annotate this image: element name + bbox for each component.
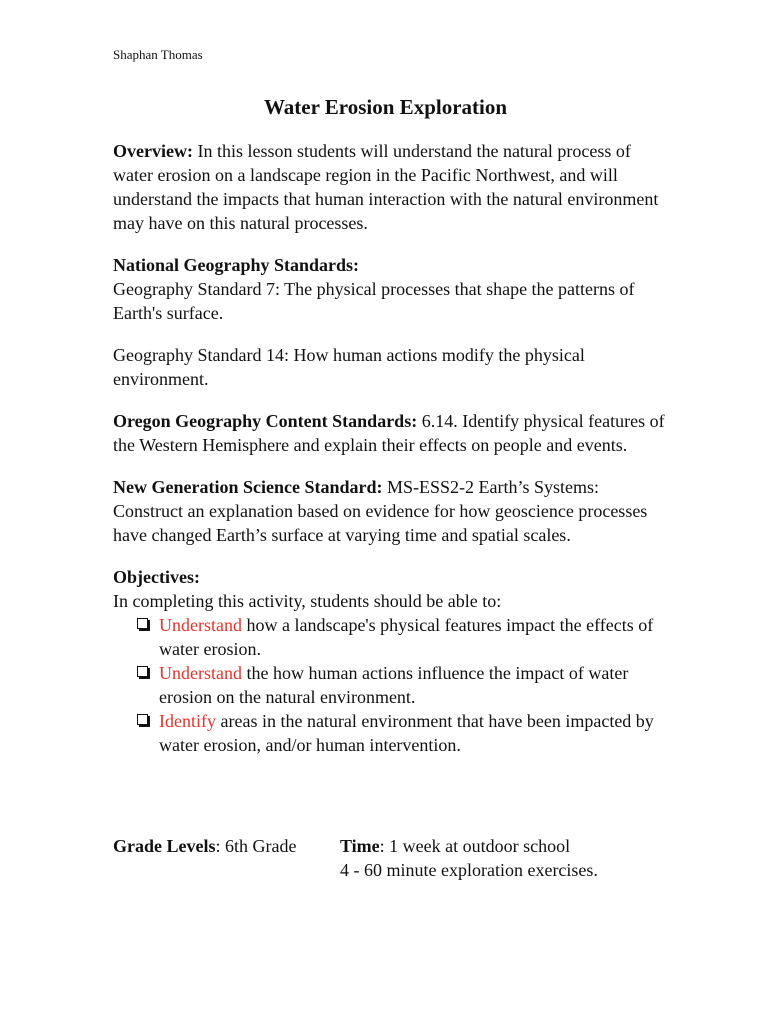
objectives-list <box>113 613 673 757</box>
checkbox-icon <box>137 666 148 677</box>
objective-verb: Understand <box>159 615 242 635</box>
grade-levels-value: : 6th Grade <box>215 836 297 856</box>
national-standard-14: Geography Standard 14: How human actions modify the physical environment. <box>113 345 585 389</box>
objective-item <box>135 613 673 661</box>
oregon-standards-text: 6.14. Identify physical features of the Western Hemisphere and explain their effects on people and events. <box>113 411 665 455</box>
objective-text: the how human actions influence the impact of water erosion on the natural environment. <box>159 663 629 707</box>
grade-levels-label: Grade Levels <box>113 836 216 856</box>
objectives-section <box>113 565 673 757</box>
objective-verb: Understand <box>159 663 242 683</box>
checkbox-icon <box>137 714 148 725</box>
objective-verb: Identify <box>159 711 216 731</box>
oregon-standards-label: Oregon Geography Content Standards: <box>113 411 418 431</box>
national-standard-14-paragraph <box>113 343 673 391</box>
objective-item <box>135 709 673 757</box>
author-name: Shaphan Thomas <box>113 47 203 62</box>
oregon-standards-section <box>113 409 673 457</box>
time-label: Time <box>340 836 380 856</box>
objectives-intro: In completing this activity, students should be able to: <box>113 591 502 611</box>
overview-section <box>113 139 673 235</box>
overview-text: In this lesson students will understand the natural process of water erosion on a landscape region in the Pacific Northwest, and will understand the impacts that human interaction with the natural environment may have on this natural processes. <box>113 141 659 233</box>
ngss-section <box>113 475 673 547</box>
document-body <box>113 139 673 757</box>
objectives-label: Objectives: <box>113 567 200 587</box>
national-standards-section <box>113 253 673 325</box>
time-info <box>340 834 598 882</box>
ngss-text: MS-ESS2-2 Earth’s Systems: Construct an explanation based on evidence for how geoscience processes have changed Earth’s surface at varying time and spatial scales. <box>113 477 648 545</box>
national-standard-7: Geography Standard 7: The physical processes that shape the patterns of Earth's surface. <box>113 279 635 323</box>
checkbox-icon <box>137 618 148 629</box>
overview-label: Overview: <box>113 141 193 161</box>
document-title: Water Erosion Exploration <box>263 95 508 119</box>
national-standards-label: National Geography Standards: <box>113 255 360 275</box>
objective-item <box>135 661 673 709</box>
grade-levels <box>113 834 296 858</box>
objective-text: areas in the natural environment that have been impacted by water erosion, and/or human intervention. <box>159 711 654 755</box>
ngss-label: New Generation Science Standard: <box>113 477 383 497</box>
objective-text: how a landscape's physical features impact the effects of water erosion. <box>159 615 654 659</box>
time-detail: 4 - 60 minute exploration exercises. <box>340 860 598 880</box>
time-value: : 1 week at outdoor school <box>379 836 571 856</box>
